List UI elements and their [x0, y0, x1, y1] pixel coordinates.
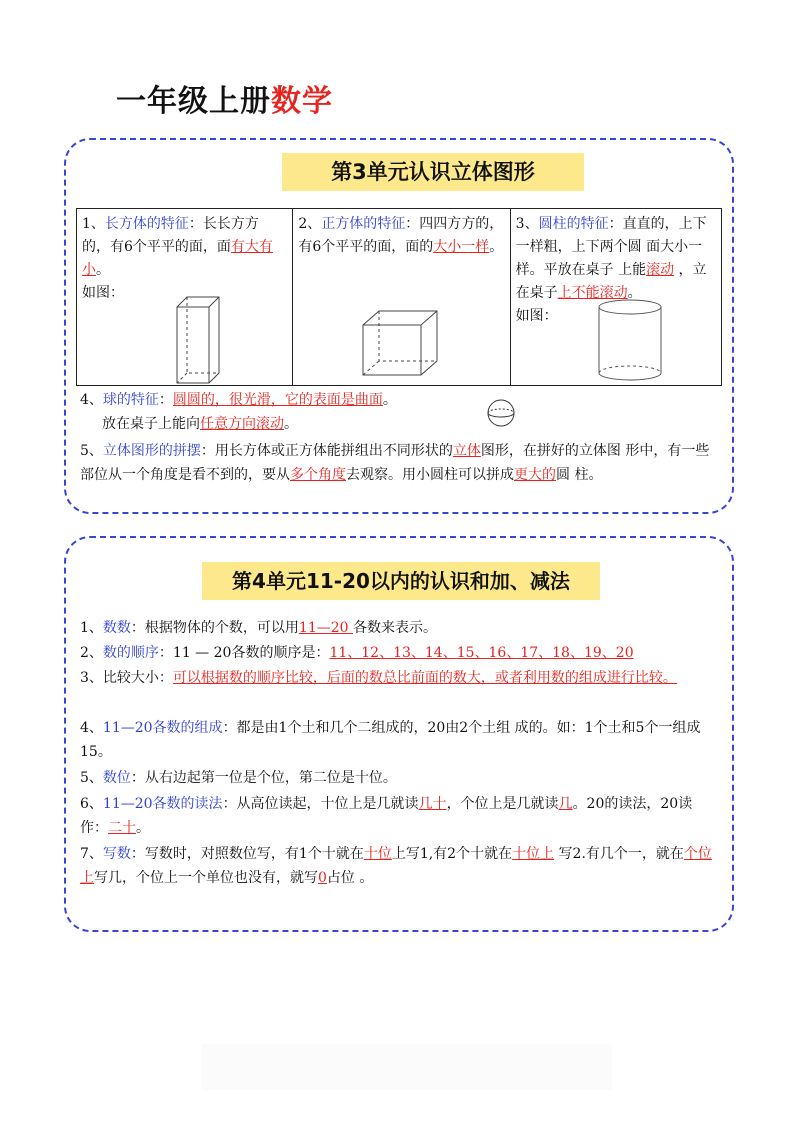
cube-answer: 大小一样	[433, 239, 490, 255]
unit4-item-4	[80, 716, 720, 764]
item5-text: ：从右边起第一位是个位，第二位是十位。	[130, 770, 397, 786]
page-title-main: 一年级上册	[116, 84, 271, 119]
unit3-title: 第3单元认识立体图形	[282, 153, 584, 191]
unit4-item-2	[80, 641, 720, 665]
unit4-title: 第4单元11-20以内的认识和加、减法	[202, 562, 600, 600]
combine-text2: 图形，在拼好的立体图 形中，有一些部位从一个角度是看不到的，要从	[80, 443, 710, 483]
item6-label: 11—20各数的读法	[102, 796, 223, 812]
item4-label: 11—20各数的组成	[102, 720, 223, 736]
combine-label: 立体图形的拼摆	[102, 443, 201, 459]
item1-num: 1、	[80, 620, 103, 636]
cylinder-text: ：直直的，上下一样粗，上下两个圆 面大小一样。平放在桌子 上能	[515, 216, 707, 278]
item7-answer-tens2: 十位上	[512, 846, 555, 862]
item7-text5: 占位 。	[326, 870, 374, 886]
item7-text3: 写2.有几个一，就在	[554, 846, 684, 862]
cylinder-num: 3、	[515, 216, 539, 232]
item2-num: 2、	[80, 645, 103, 661]
item1-label: 数数	[102, 620, 131, 636]
item7-num: 7、	[80, 846, 103, 862]
item7-answer-tens: 十位	[363, 846, 392, 862]
item6-answer-ones: 几	[558, 796, 573, 812]
sphere-answer-roll: 任意方向滚动	[200, 416, 284, 432]
item3-text: ：	[158, 670, 173, 686]
item7-answer-zero: 0	[318, 870, 327, 886]
item1-answer: 11—20	[298, 620, 354, 636]
cuboid-answer: 有大有小	[82, 239, 273, 278]
item6-num: 6、	[80, 796, 103, 812]
cuboid-label: 长方体的特征	[104, 216, 189, 232]
cube-end: 。	[489, 239, 504, 255]
unit3-card	[64, 138, 734, 514]
cuboid-num: 1、	[82, 216, 105, 232]
page-title	[116, 76, 333, 120]
cuboid-text: ：长长方方 的，有6个平平的面，面	[82, 216, 259, 255]
item6-text2: ，个位上是几就读	[446, 796, 559, 812]
cylinder-answer-noroll: 上不能滚动	[557, 285, 628, 301]
cylinder-text2: ，立在桌子	[515, 262, 707, 301]
combine-paragraph	[80, 439, 720, 487]
cuboid-cell	[77, 209, 292, 385]
unit4-item-6	[80, 792, 720, 840]
cylinder-answer-roll: 滚动	[646, 262, 675, 278]
cuboid-figure	[173, 293, 223, 385]
sphere-end2: 。	[284, 416, 298, 432]
unit4-item-5	[80, 766, 720, 790]
sphere-answer-surface: 圆圆的，很光滑，它的表面是曲面	[172, 392, 383, 408]
item1-text2: 各数来表示。	[353, 620, 438, 636]
cube-label: 正方体的特征	[321, 216, 406, 232]
cylinder-fig-label: 如图：	[515, 308, 558, 324]
item7-text4: 写几，个位上一个单位也没有，就写	[94, 870, 318, 886]
sphere-line	[80, 388, 397, 412]
item4-text: ：都是由1个土和几个二组成的，20由2个土组 成的。如：1个土和5个一组成15。	[80, 720, 701, 760]
item2-label: 数的顺序	[102, 645, 159, 661]
item7-text2: 上写1,有2个十就在	[391, 846, 513, 862]
sphere-figure	[486, 398, 516, 428]
combine-answer-bigger: 更大的	[514, 467, 556, 483]
item6-text: ：从高位读起，十位上是几就读	[222, 796, 419, 812]
item6-text3: 。20的读法，20读作：	[80, 796, 693, 836]
sphere-text2: 放在桌子上能向	[102, 416, 200, 432]
page-title-highlight: 数学	[271, 84, 333, 119]
unit4-item-3	[80, 666, 720, 690]
item3-answer: 可以根据数的顺序比较，后面的数总比前面的数大，或者利用数的组成进行比较。	[172, 670, 677, 686]
cuboid-end: 。	[96, 262, 110, 278]
item3-label: 比较大小	[102, 670, 159, 686]
cube-cell	[292, 209, 509, 385]
item5-num: 5、	[80, 770, 103, 786]
unit3-feature-table	[76, 208, 722, 386]
combine-text1: ：用长方体或正方体能拼组出不同形状的	[200, 443, 453, 459]
unit4-item-7	[80, 842, 720, 890]
faded-footer-area	[202, 1044, 612, 1090]
item6-answer-tens: 几十	[418, 796, 447, 812]
cube-text: ：四四方方的，有6个平平的面，面的	[298, 216, 504, 255]
item4-num: 4、	[80, 720, 103, 736]
combine-text3: 去观察。用小圆柱可以拼成	[346, 467, 514, 483]
item1-text: ：根据物体的个数，可以用	[130, 620, 299, 636]
item5-label: 数位	[102, 770, 131, 786]
item2-text: ：11 — 20各数的顺序是：	[158, 645, 330, 661]
item6-end: 。	[136, 820, 150, 836]
item7-answer-ones: 个位上	[80, 846, 712, 886]
combine-answer-angles: 多个角度	[290, 467, 346, 483]
combine-text4: 圆 柱。	[556, 467, 603, 483]
sphere-end1: 。	[382, 392, 397, 408]
sphere-colon: ：	[158, 392, 173, 408]
combine-answer-solid: 立体	[452, 443, 481, 459]
unit4-item-1	[80, 616, 720, 640]
unit4-card	[64, 536, 734, 932]
cube-num: 2、	[298, 216, 322, 232]
item2-answer: 11、12、13、14、15、16、17、18、19、20	[329, 645, 634, 661]
cylinder-end: 。	[627, 285, 642, 301]
cylinder-cell	[510, 209, 721, 385]
sphere-label: 球的特征	[102, 392, 159, 408]
item7-label: 写数	[102, 846, 131, 862]
sphere-line2	[102, 412, 298, 436]
item6-answer-twenty: 二十	[108, 820, 136, 836]
cuboid-fig-label: 如图：	[82, 285, 124, 301]
combine-num: 5、	[80, 443, 103, 459]
cylinder-figure	[595, 297, 665, 383]
item7-text: ：写数时，对照数位写，有1个十就在	[130, 846, 364, 862]
cylinder-label: 圆柱的特征	[538, 216, 609, 232]
item3-num: 3、	[80, 670, 103, 686]
cube-figure	[359, 307, 441, 379]
sphere-num: 4、	[80, 392, 103, 408]
